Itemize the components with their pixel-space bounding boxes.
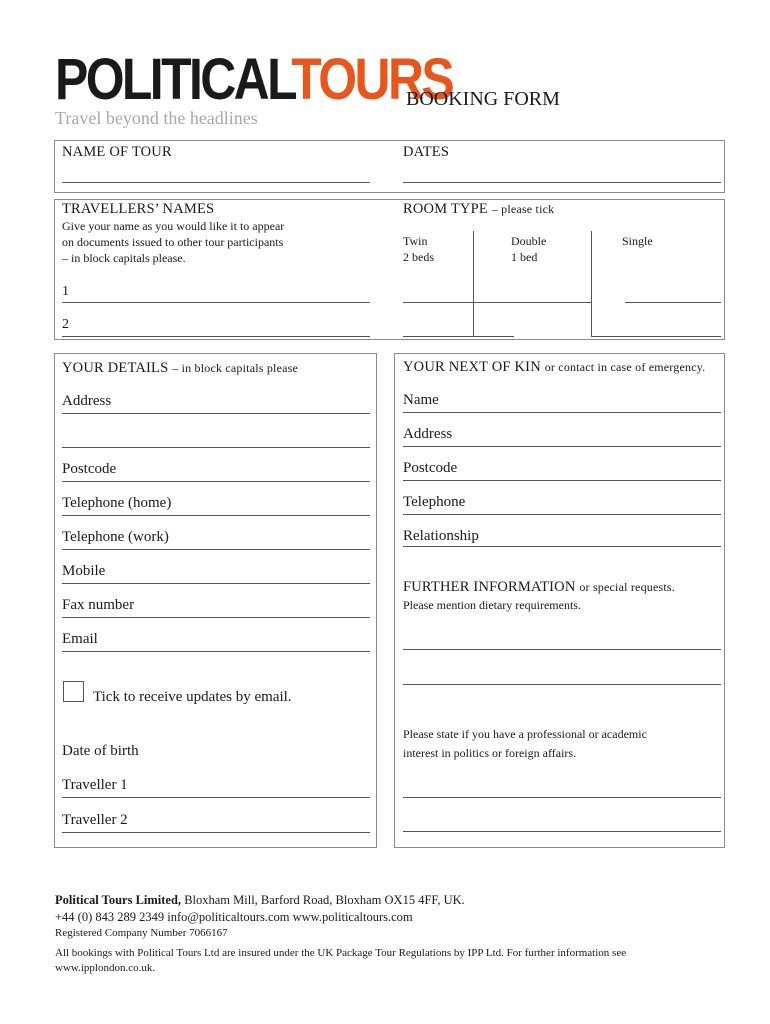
single-tick-field-2[interactable] [592,336,721,337]
traveller-2-dob-label: Traveller 2 [62,812,128,828]
tour-name-field[interactable] [62,182,370,183]
your-details-heading: YOUR DETAILS – in block capitals please [62,360,299,376]
kin-postcode-label: Postcode [403,460,458,476]
twin-tick-field-2[interactable] [403,336,473,337]
kin-name-label: Name [403,392,439,408]
dates-field[interactable] [403,182,721,183]
email-updates-checkbox[interactable] [63,681,84,702]
telephone-home-label: Telephone (home) [62,495,172,511]
postcode-label: Postcode [62,461,117,477]
mobile-label: Mobile [62,563,106,579]
email-label: Email [62,631,98,647]
kin-telephone-field[interactable] [403,514,721,515]
kin-postcode-field[interactable] [403,480,721,481]
twin-tick-field-1[interactable] [403,302,473,303]
company-logo: POLITICALTOURS [55,47,453,112]
tagline: Travel beyond the headlines [55,108,258,128]
professional-interest-field-2[interactable] [403,831,721,832]
travellers-heading: TRAVELLERS’ NAMES [62,201,215,217]
single-tick-field-1[interactable] [625,302,721,303]
traveller-row-2-label: 2 [62,317,69,332]
room-double-label: Double 1 bed [511,234,547,264]
traveller-1-dob-label: Traveller 1 [62,777,128,793]
postcode-field[interactable] [62,481,370,482]
room-divider-1 [473,231,474,337]
email-updates-label: Tick to receive updates by email. [93,689,292,705]
traveller-row-1-label: 1 [62,284,69,299]
footer-registered: Registered Company Number 7066167 [55,927,228,939]
address-field-1[interactable] [62,413,370,414]
room-twin-label: Twin 2 beds [403,234,434,264]
telephone-work-field[interactable] [62,549,370,550]
kin-address-field[interactable] [403,446,721,447]
traveller-2-dob-field[interactable] [62,832,370,833]
further-info-field-2[interactable] [403,684,721,685]
kin-telephone-label: Telephone [403,494,466,510]
kin-address-label: Address [403,426,453,442]
double-tick-field-1[interactable] [474,302,591,303]
footer-address: Political Tours Limited, Bloxham Mill, Barford Road, Bloxham OX15 4FF, UK. [55,893,465,907]
footer-contact: +44 (0) 843 289 2349 info@politicaltours.com www.politicaltours.com [55,910,413,924]
kin-relationship-label: Relationship [403,528,479,544]
name-of-tour-label: NAME OF TOUR [62,144,172,160]
mobile-field[interactable] [62,583,370,584]
next-of-kin-heading: YOUR NEXT OF KIN or contact in case of emergency. [403,359,706,375]
footer-insurance-2: www.ipplondon.co.uk. [55,962,156,974]
kin-relationship-field[interactable] [403,546,721,547]
fax-field[interactable] [62,617,370,618]
dietary-note: Please mention dietary requirements. [403,598,581,612]
footer-insurance-1: All bookings with Political Tours Ltd are insured under the UK Package Tour Regulations by IPP Ltd. For further information see [55,947,627,959]
room-single-label: Single [622,234,653,248]
room-type-heading: ROOM TYPE – please tick [403,201,555,217]
room-divider-2 [591,231,592,337]
telephone-work-label: Telephone (work) [62,529,169,545]
professional-interest-note: Please state if you have a professional or academic interest in politics or foreign affairs. [403,727,647,760]
form-title: BOOKING FORM [406,88,560,110]
traveller-1-name-field[interactable] [62,302,370,303]
further-info-field-1[interactable] [403,649,721,650]
double-tick-field-2[interactable] [474,336,514,337]
address-field-2[interactable] [62,447,370,448]
professional-interest-field-1[interactable] [403,797,721,798]
traveller-2-name-field[interactable] [62,336,370,337]
fax-label: Fax number [62,597,135,613]
telephone-home-field[interactable] [62,515,370,516]
kin-name-field[interactable] [403,412,721,413]
traveller-1-dob-field[interactable] [62,797,370,798]
email-field[interactable] [62,651,370,652]
further-info-heading: FURTHER INFORMATION or special requests. [403,579,675,595]
dates-label: DATES [403,144,450,160]
travellers-note: Give your name as you would like it to appear on documents issued to other tour participants – in block capitals please. [62,219,285,265]
dob-label: Date of birth [62,743,139,759]
address-label: Address [62,393,112,409]
